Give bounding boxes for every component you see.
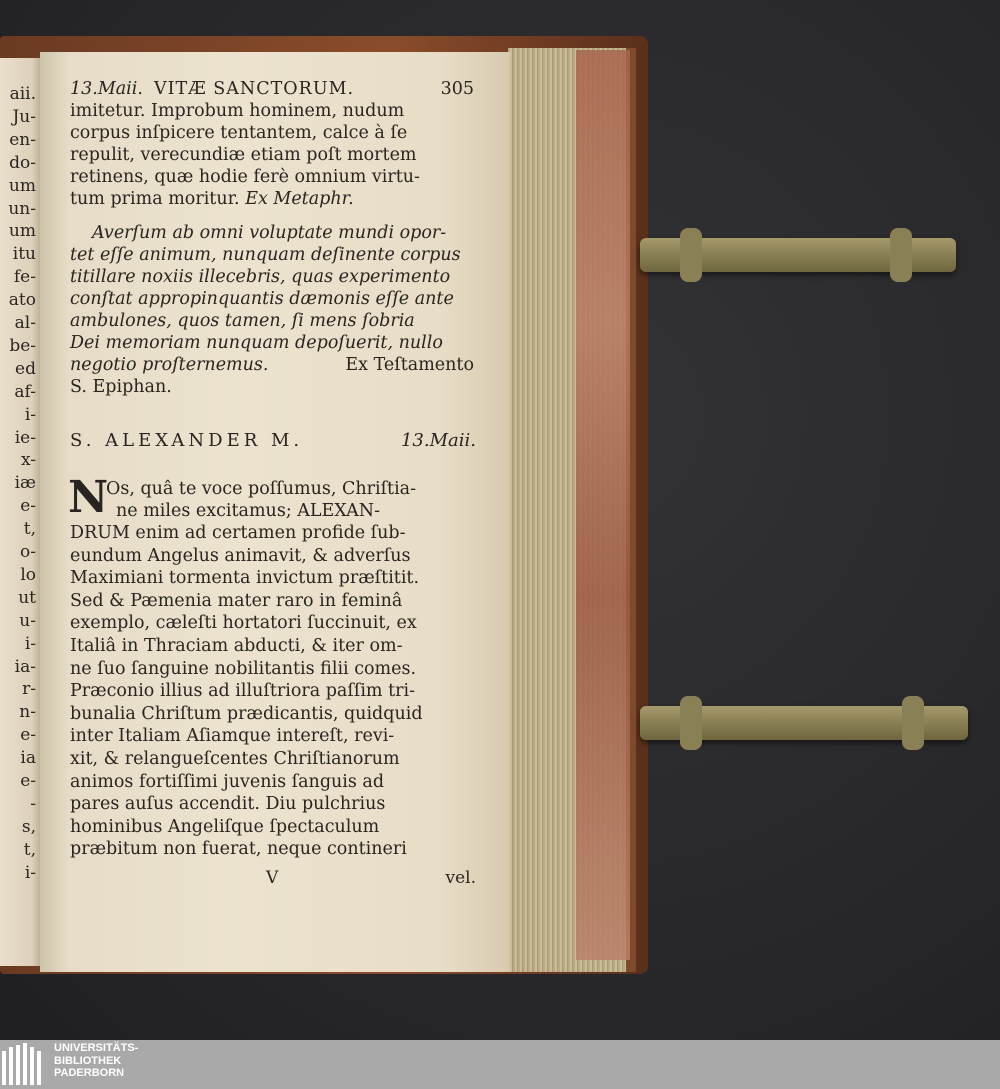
- fragment-line: e-: [20, 496, 36, 517]
- saint-name: S. ALEXANDER M.: [70, 430, 304, 451]
- text-line: pares auſus accendit. Diu pulchrius: [70, 794, 386, 815]
- text-line: animos fortiſſimi juvenis ſanguis ad: [70, 771, 385, 792]
- text-line: Præconio illius ad illuſtriora paſſim tri-: [70, 681, 415, 702]
- fragment-line: al-: [14, 313, 36, 333]
- fragment-line: um: [8, 221, 36, 242]
- text-line: hominibus Angeliſque ſpectaculum: [70, 816, 380, 837]
- fragment-line: s,: [21, 816, 36, 837]
- fragment-line: itu: [12, 244, 36, 265]
- text-span: tum prima moritur.: [70, 189, 240, 209]
- library-name-line: PADERBORN: [54, 1067, 125, 1079]
- fragment-line: t,: [23, 519, 36, 540]
- text-line: ambulones, quos tamen, ſi mens ſobria: [70, 311, 415, 331]
- catchword: vel.: [445, 868, 476, 888]
- fragment-line: e-: [20, 725, 36, 746]
- text-line: Os, quâ te voce poſſumus, Chriſtia-: [106, 479, 417, 499]
- fragment-line: ed: [15, 358, 36, 379]
- text-line: bunalia Chriſtum prædicantis, quidquid: [70, 703, 423, 724]
- text-line: Italiâ in Thraciam abducti, & iter om-: [70, 636, 403, 656]
- text-line: [70, 188, 480, 210]
- header-date: 13.Maii.: [70, 79, 143, 99]
- fragment-line: en-: [9, 129, 36, 150]
- text-line: præbitum non fuerat, neque contineri: [70, 839, 407, 860]
- text-span: negotio proſternemus.: [70, 355, 269, 375]
- fragment-line: fe-: [13, 267, 36, 288]
- fragment-line: Ju-: [12, 106, 36, 127]
- fragment-line: ie-: [14, 427, 36, 448]
- previous-page-fragment: [0, 58, 40, 966]
- text-line: [70, 354, 480, 376]
- library-logo-icon: [2, 1043, 44, 1085]
- fragment-line: i-: [24, 404, 36, 425]
- text-line: retinens, quæ hodie ferè omnium virtu-: [70, 167, 420, 187]
- fragment-line: un-: [8, 198, 36, 219]
- fragment-line: r-: [22, 679, 36, 700]
- text-line: Maximiani tormenta invictum præſtitit.: [70, 568, 420, 589]
- lower-clasp: [640, 706, 968, 740]
- fragment-line: -: [30, 793, 36, 814]
- fragment-line: i-: [24, 862, 36, 883]
- text-line: Sed & Pæmenia mater raro in feminâ: [70, 590, 403, 611]
- source-reference: S. Epiphan.: [70, 377, 172, 397]
- fragment-line: be-: [9, 335, 36, 356]
- library-name: [54, 1040, 138, 1080]
- library-name-line: UNIVERSITÄTS-: [54, 1042, 139, 1054]
- text-line: inter Italiam Aſiamque intereſt, revi-: [70, 726, 395, 747]
- fragment-line: ato: [8, 290, 36, 311]
- fragment-line: u-: [19, 610, 36, 631]
- fragment-line: n-: [19, 702, 36, 723]
- library-name-line: BIBLIOTHEK: [54, 1054, 122, 1067]
- text-line: Averſum ab omni voluptate mundi opor-: [92, 223, 447, 243]
- fragment-line: af-: [14, 381, 36, 402]
- text-line: conſtat appropinquantis dæmonis eſſe ante: [70, 289, 454, 309]
- text-line: Dei memoriam nunquam depoſuerit, nullo: [70, 333, 443, 353]
- text-line: ne ſuo ſanguine nobilitantis filii comes.: [70, 658, 417, 679]
- fragment-line: do-: [9, 152, 36, 173]
- fragment-line: t,: [23, 839, 36, 860]
- upper-clasp: [640, 238, 956, 272]
- fragment-line: aii.: [9, 84, 36, 104]
- section-heading: [70, 430, 480, 451]
- red-page-edge: [576, 50, 630, 960]
- source-reference: Ex Metaphr.: [245, 189, 354, 209]
- footer-bar: [0, 1040, 1000, 1089]
- feast-date: 13.Maii.: [400, 430, 476, 451]
- text-line: corpus inſpicere tentantem, calce à ſe: [70, 123, 408, 143]
- fragment-line: ut: [18, 587, 36, 608]
- text-line: exemplo, cæleſti hortatori ſuccinuit, ex: [70, 613, 417, 634]
- text-line: tet eſſe animum, nunquam deſinente corpus: [70, 245, 461, 265]
- text-line: titillare noxiis illecebris, quas experimento: [70, 267, 451, 287]
- fragment-line: e-: [20, 771, 36, 791]
- text-line: DRUM enim ad certamen profide ſub-: [70, 523, 406, 543]
- source-reference: Ex Teſtamento: [345, 355, 474, 375]
- fragment-line: iæ: [14, 473, 36, 494]
- fragment-line: x-: [20, 450, 36, 471]
- text-line: xit, & relangueſcentes Chriſtianorum: [70, 749, 400, 769]
- fragment-line: um: [8, 175, 36, 196]
- signature-mark: V: [266, 868, 279, 888]
- fragment-line: i-: [24, 633, 36, 654]
- fragment-line: ia: [20, 748, 36, 769]
- header-title: VITÆ SANCTORUM.: [154, 79, 355, 99]
- text-line: ne miles excitamus; ALEXAN-: [116, 501, 381, 521]
- fragment-line: ia-: [14, 656, 36, 677]
- book-page: [40, 52, 510, 972]
- fragment-line: o-: [20, 542, 36, 562]
- drop-capital: N: [68, 472, 109, 523]
- text-line: eundum Angelus animavit, & adverſus: [70, 545, 411, 566]
- text-line: imitetur. Improbum hominem, nudum: [70, 101, 405, 121]
- text-line: repulit, verecundiæ etiam poſt mortem: [70, 145, 417, 165]
- fragment-line: lo: [20, 564, 36, 585]
- page-number: 305: [440, 79, 474, 99]
